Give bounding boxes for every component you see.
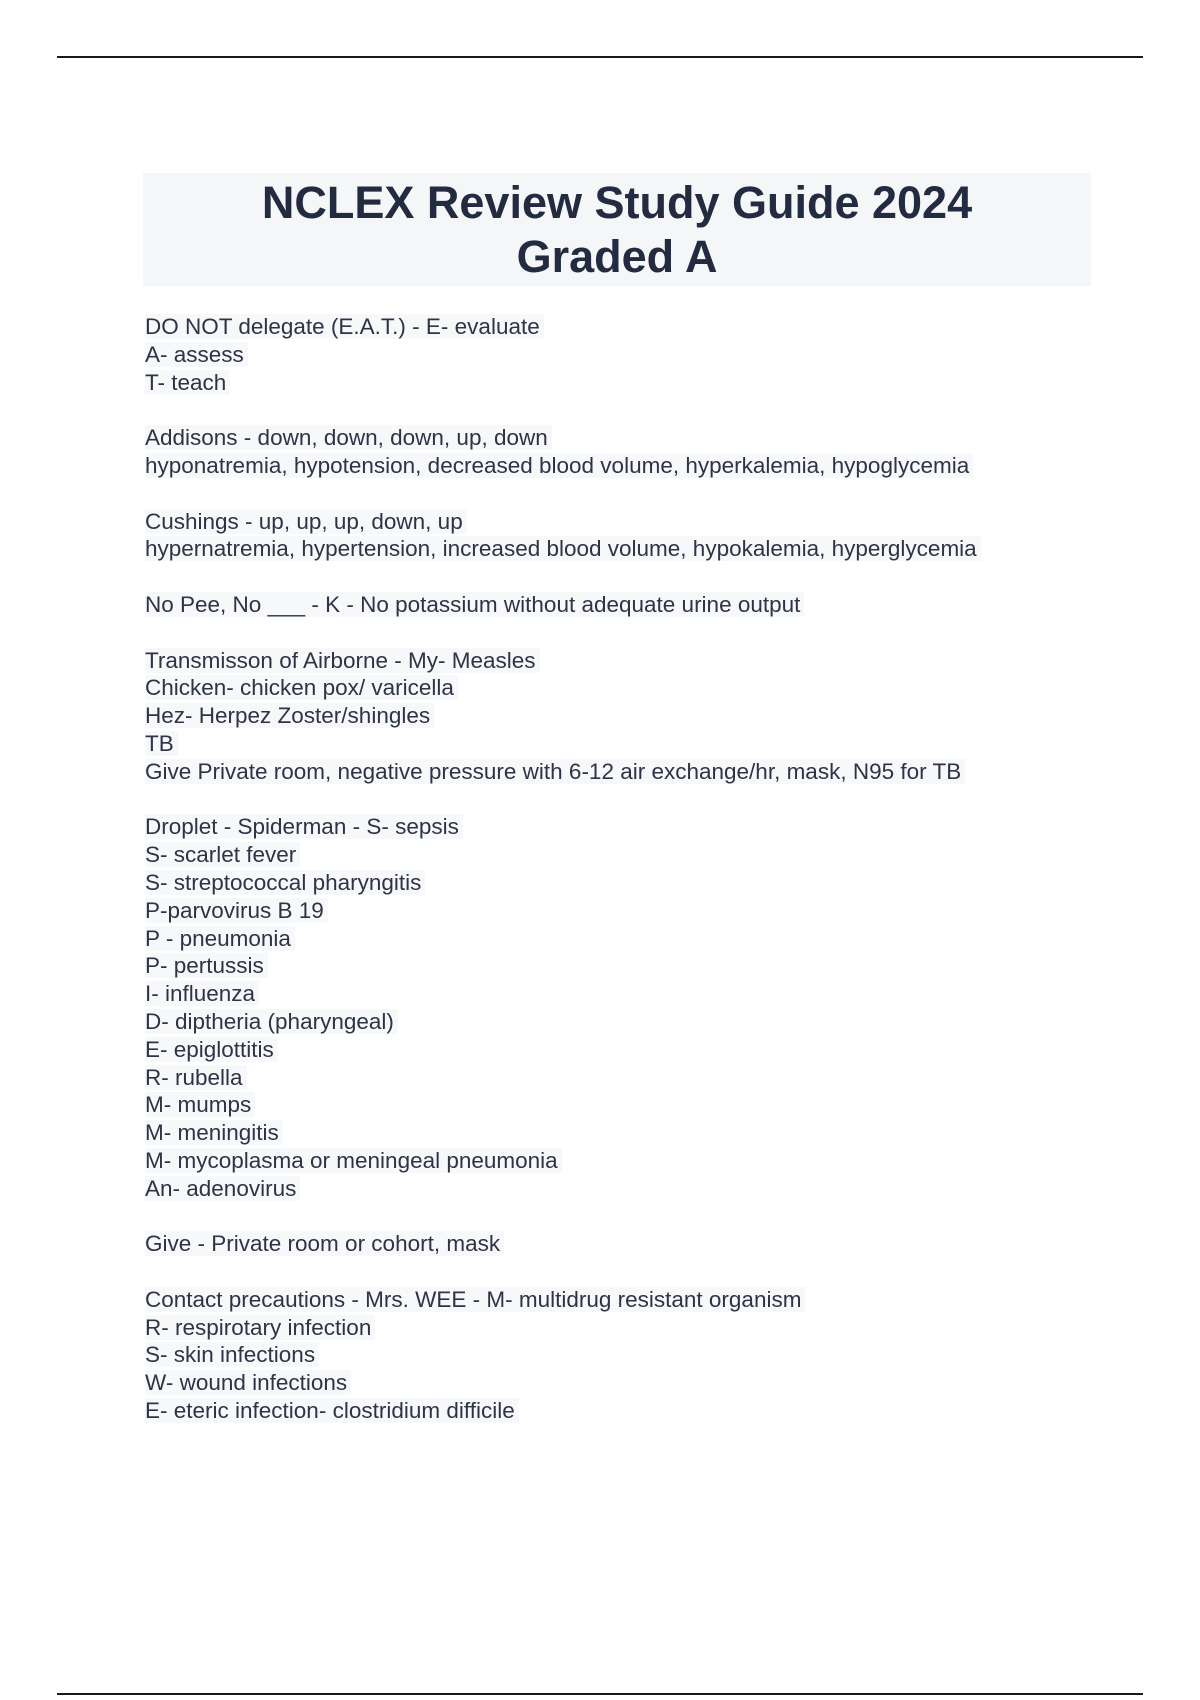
- note-line-text: hypernatremia, hypertension, increased blood volume, hypokalemia, hyperglycemia: [145, 536, 981, 561]
- note-line-text: Give - Private room or cohort, mask: [145, 1231, 504, 1256]
- note-line: [145, 897, 1105, 925]
- note-line-text: M- mycoplasma or meningeal pneumonia: [145, 1148, 562, 1173]
- bottom-rule: [57, 1693, 1143, 1695]
- note-section: [145, 508, 1105, 564]
- top-rule: [57, 56, 1143, 58]
- note-line: [145, 369, 1105, 397]
- note-line-text: T- teach: [145, 370, 230, 395]
- note-line-text: Give Private room, negative pressure with 6-12 air exchange/hr, mask, N95 for TB: [145, 759, 965, 784]
- note-line: [145, 313, 1105, 341]
- note-line-text: D- diptheria (pharyngeal): [145, 1009, 398, 1034]
- note-line-text: P-parvovirus B 19: [145, 898, 328, 923]
- note-line-text: M- mumps: [145, 1092, 255, 1117]
- note-line-text: Addisons - down, down, down, up, down: [145, 425, 552, 450]
- title-line-2: Graded A: [516, 231, 718, 282]
- note-line: [145, 647, 1105, 675]
- note-line: [145, 952, 1105, 980]
- note-line: [145, 1091, 1105, 1119]
- note-line-text: A- assess: [145, 342, 248, 367]
- note-line: [145, 1147, 1105, 1175]
- note-line-text: Contact precautions - Mrs. WEE - M- multidrug resistant organism: [145, 1287, 805, 1312]
- note-line-text: An- adenovirus: [145, 1176, 300, 1201]
- note-line-text: Droplet - Spiderman - S- sepsis: [145, 814, 463, 839]
- note-line-text: E- epiglottitis: [145, 1037, 278, 1062]
- note-line-text: Chicken- chicken pox/ varicella: [145, 675, 458, 700]
- note-line-text: P - pneumonia: [145, 926, 295, 951]
- note-line-text: TB: [145, 731, 178, 756]
- note-line: [145, 674, 1105, 702]
- note-line: [145, 591, 1105, 619]
- note-line-text: No Pee, No ___ - K - No potassium without adequate urine output: [145, 592, 804, 617]
- note-line: [145, 702, 1105, 730]
- note-line-text: R- respirotary infection: [145, 1315, 375, 1340]
- note-line: [145, 758, 1105, 786]
- note-line-text: S- scarlet fever: [145, 842, 300, 867]
- note-section: [145, 813, 1105, 1202]
- note-section: [145, 591, 1105, 619]
- note-section: [145, 1286, 1105, 1425]
- note-line-text: DO NOT delegate (E.A.T.) - E- evaluate: [145, 314, 544, 339]
- note-line: [145, 1036, 1105, 1064]
- note-section: [145, 647, 1105, 786]
- note-line-text: M- meningitis: [145, 1120, 283, 1145]
- title-line-1: NCLEX Review Study Guide 2024: [261, 177, 973, 228]
- note-line: [145, 508, 1105, 536]
- note-line: [145, 1119, 1105, 1147]
- note-line: [145, 341, 1105, 369]
- note-line-text: E- eteric infection- clostridium difficile: [145, 1398, 519, 1423]
- note-line-text: Cushings - up, up, up, down, up: [145, 509, 467, 534]
- note-line-text: P- pertussis: [145, 953, 268, 978]
- note-line: [145, 1286, 1105, 1314]
- note-line-text: Transmisson of Airborne - My- Measles: [145, 648, 540, 673]
- note-line: [145, 1175, 1105, 1203]
- note-line: [145, 1397, 1105, 1425]
- note-line-text: R- rubella: [145, 1065, 247, 1090]
- note-line: [145, 1008, 1105, 1036]
- document-title: [143, 173, 1091, 286]
- note-line: [145, 1230, 1105, 1258]
- note-line: [145, 1064, 1105, 1092]
- note-line: [145, 1314, 1105, 1342]
- note-line-text: S- streptococcal pharyngitis: [145, 870, 425, 895]
- note-line-text: I- influenza: [145, 981, 259, 1006]
- note-line: [145, 1369, 1105, 1397]
- note-line: [145, 730, 1105, 758]
- document-body: [145, 313, 1105, 1453]
- note-line-text: S- skin infections: [145, 1342, 319, 1367]
- note-section: [145, 313, 1105, 396]
- note-line: [145, 813, 1105, 841]
- note-line-text: Hez- Herpez Zoster/shingles: [145, 703, 434, 728]
- note-line: [145, 980, 1105, 1008]
- note-line: [145, 1341, 1105, 1369]
- note-line: [145, 424, 1105, 452]
- note-line: [145, 535, 1105, 563]
- note-line-text: W- wound infections: [145, 1370, 351, 1395]
- note-line-text: hyponatremia, hypotension, decreased blood volume, hyperkalemia, hypoglycemia: [145, 453, 973, 478]
- note-line: [145, 925, 1105, 953]
- note-line: [145, 841, 1105, 869]
- note-section: [145, 424, 1105, 480]
- note-line: [145, 869, 1105, 897]
- note-section: [145, 1230, 1105, 1258]
- note-line: [145, 452, 1105, 480]
